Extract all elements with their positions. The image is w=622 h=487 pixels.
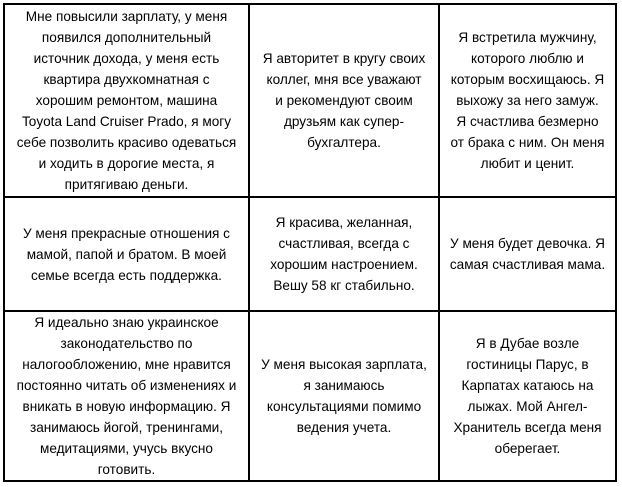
- cell-love: Я встретила мужчину, которого люблю и которым восхищаюсь. Я выхожу за него замуж. Я счастлива безмерно от брака с ним. Он меня любит и ценит.: [439, 4, 616, 197]
- cell-travel: Я в Дубае возле гостиницы Парус, в Карпатах катаюсь на лыжах. Мой Ангел-Хранитель всегда меня оберегает.: [439, 311, 616, 481]
- wish-grid-table: [3, 3, 617, 482]
- cell-children: У меня будет девочка. Я самая счастливая мама.: [439, 197, 616, 311]
- table-row: [4, 197, 616, 311]
- cell-wealth: Мне повысили зарплату, у меня появился дополнительный источник дохода, у меня есть квартира двухкомнатная с хорошим ремонтом, машина Toyota Land Cruiser Prado, я могу себе позволить красиво одеваться и ходить в дорогие места, я притягиваю деньги.: [4, 4, 249, 197]
- cell-health: Я красива, желанная, счастливая, всегда с хорошим настроением. Вешу 58 кг стабильно.: [249, 197, 439, 311]
- table-row: [4, 4, 616, 197]
- table-row: [4, 311, 616, 481]
- cell-knowledge: Я идеально знаю украинское законодательство по налогообложению, мне нравится постоянно читать об изменениях и вникать в новую информацию. Я занимаюсь йогой, тренингами, медитациями, учусь вкусно готовить.: [4, 311, 249, 481]
- cell-fame: У меня высокая зарплата, я занимаюсь консультациями помимо ведения учета.: [249, 311, 439, 481]
- cell-family: У меня прекрасные отношения с мамой, папой и братом. В моей семье всегда есть поддержка.: [4, 197, 249, 311]
- cell-career: Я авторитет в кругу своих коллег, мня все уважают и рекомендуют своим друзьям как супер-бухгалтера.: [249, 4, 439, 197]
